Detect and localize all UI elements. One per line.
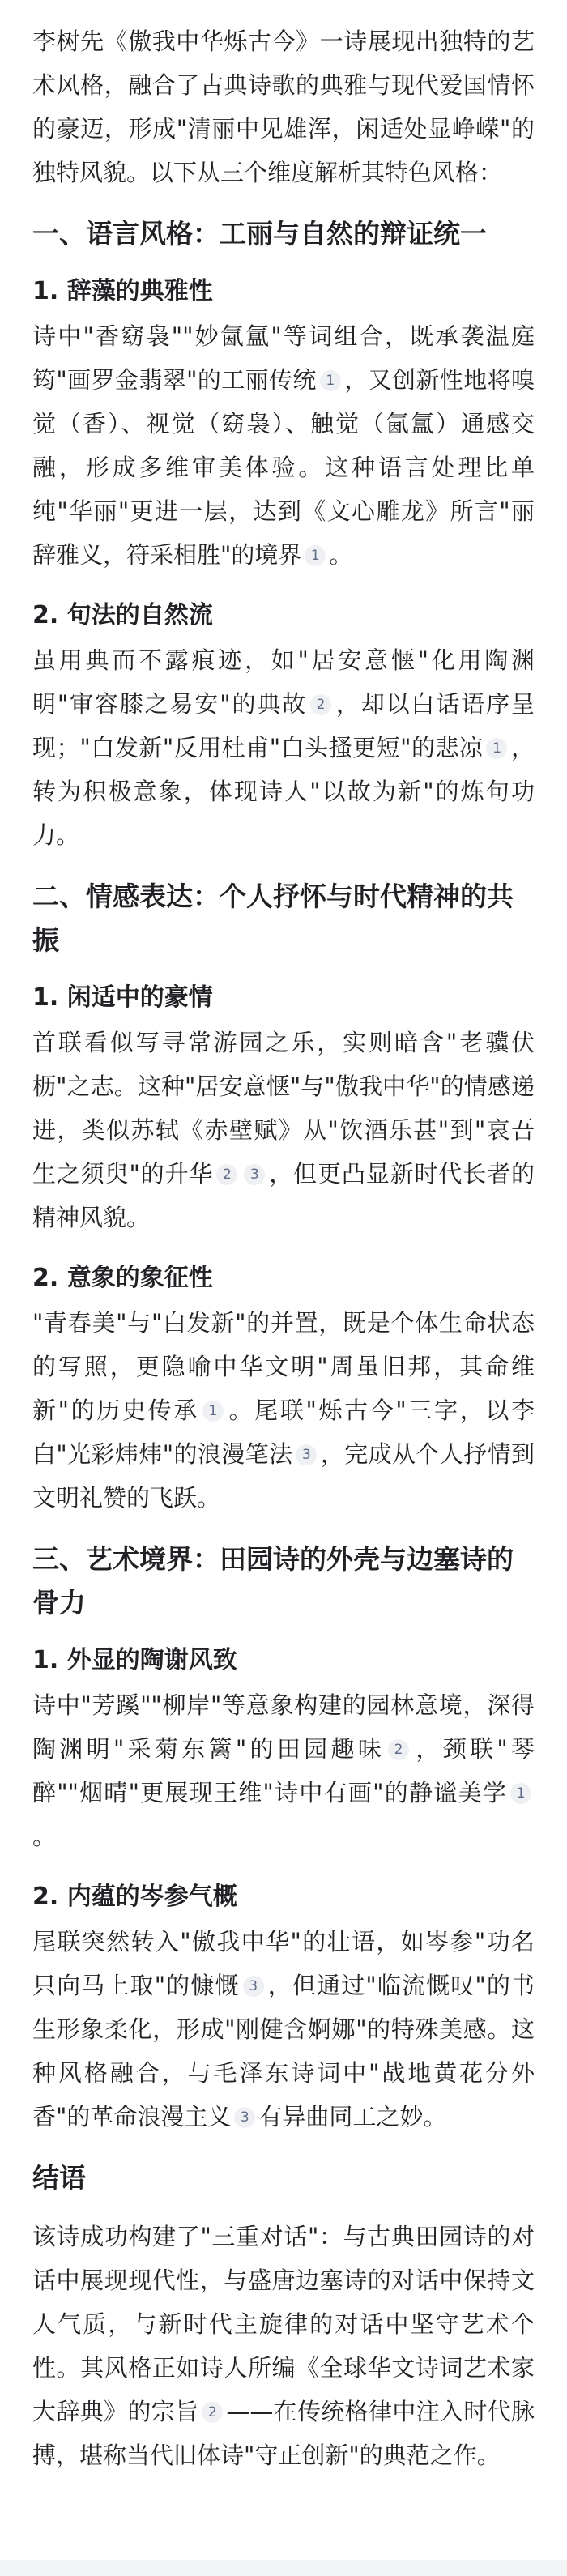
subsection-title: 1. 闲适中的豪情 xyxy=(32,983,213,1012)
citation-badge[interactable]: 2 xyxy=(216,1164,237,1185)
paragraph-text: 尾联突然转入"傲我中华"的壮语，如岑参"功名只向马上取"的慷慨 xyxy=(32,1928,535,1999)
paragraph-text: ，却以白话语序呈现；"白发新"反用杜甫"白头搔更短"的悲凉 xyxy=(32,690,535,761)
paragraph-text: 。 xyxy=(329,541,353,569)
subsection-title: 2. 意象的象征性 xyxy=(32,1264,213,1292)
paragraph-text: 虽用典而不露痕迹，如"居安意惬"化用陶渊明"审容膝之易安"的典故 xyxy=(32,646,535,718)
conclusion-section xyxy=(32,2156,535,2477)
citation-badge[interactable]: 1 xyxy=(486,738,507,759)
citation-badge[interactable]: 1 xyxy=(202,1401,224,1422)
conclusion-paragraph xyxy=(32,2215,535,2477)
subsection-paragraph xyxy=(32,1021,535,1239)
paragraph-text: 。尾联"烁古今"三字，以李白"光彩炜炜"的浪漫笔法 xyxy=(32,1397,535,1468)
section xyxy=(32,875,535,1520)
bottom-bar xyxy=(0,2560,567,2576)
paragraph-text: ，完成从个人抒情到文明礼赞的飞跃。 xyxy=(32,1440,535,1512)
citation-badge[interactable]: 3 xyxy=(234,2107,255,2128)
citation-badge[interactable]: 3 xyxy=(296,1444,317,1465)
paragraph-text: ，但通过"临流慨叹"的书生形象柔化，形成"刚健含婀娜"的特殊美感。这种风格融合，与毛泽东诗词中"战地黄花分外香"的革命浪漫主义 xyxy=(32,1972,535,2130)
paragraph-text: ，颈联"琴醉""烟晴"更展现王维"诗中有画"的静谧美学 xyxy=(32,1735,535,1806)
subsection-title: 1. 外显的陶谢风致 xyxy=(32,1646,237,1674)
subsection-paragraph xyxy=(32,314,535,577)
subsection-title: 2. 句法的自然流 xyxy=(32,601,213,629)
citation-badge[interactable]: 3 xyxy=(244,1164,265,1185)
paragraph-text: 首联看似写寻常游园之乐，实则暗含"老骥伏枥"之志。这种"居安意惬"与"傲我中华"的情感递进，类似苏轼《赤壁赋》从"饮酒乐甚"到"哀吾生之须臾"的升华 xyxy=(32,1029,535,1188)
citation-badge[interactable]: 2 xyxy=(388,1739,409,1760)
paragraph-text: ，又创新性地将嗅觉（香）、视觉（窈袅）、触觉（氤氲）通感交融，形成多维审美体验。这种语言处理比单纯"华丽"更进一层，达到《文心雕龙》所言"丽辞雅义，符采相胜"的境界 xyxy=(32,366,535,569)
section xyxy=(32,212,535,857)
section xyxy=(32,1537,535,2139)
citation-badge[interactable]: 1 xyxy=(305,545,326,566)
paragraph-text: 诗中"香窈袅""妙氤氲"等词组合，既承袭温庭筠"画罗金翡翠"的工丽传统 xyxy=(32,322,535,394)
conclusion-heading: 结语 xyxy=(32,2162,86,2194)
citation-badge[interactable]: 2 xyxy=(310,694,331,715)
paragraph-text: "青春美"与"白发新"的并置，既是个体生命状态的写照，更隐喻中华文明"周虽旧邦，其命维新"的历史传承 xyxy=(32,1309,535,1424)
citation-badge[interactable]: 1 xyxy=(510,1783,531,1804)
intro-paragraph: 李树先《傲我中华烁古今》一诗展现出独特的艺术风格，融合了古典诗歌的典雅与现代爱国情怀的豪迈，形成"清丽中见雄浑，闲适处显峥嵘"的独特风貌。以下从三个维度解析其特色风格： xyxy=(32,28,535,186)
citation-badge[interactable]: 2 xyxy=(202,2402,223,2423)
paragraph-text: 有异曲同工之妙。 xyxy=(258,2103,447,2130)
subsection-paragraph xyxy=(32,1683,535,1858)
citation-badge[interactable]: 3 xyxy=(243,1976,264,1997)
paragraph-text: 该诗成功构建了"三重对话"：与古典田园诗的对话中展现现代性，与盛唐边塞诗的对话中保持文人气质，与新时代主旋律的对话中坚守艺术个性。其风格正如诗人所编《全球华文诗词艺术家大辞典》的宗旨 xyxy=(32,2223,535,2425)
citation-badge[interactable]: 1 xyxy=(320,370,341,391)
paragraph-text: ——在传统格律中注入时代脉搏，堪称当代旧体诗"守正创新"的典范之作。 xyxy=(32,2398,535,2469)
paragraph-text: ，转为积极意象，体现诗人"以故为新"的炼句功力。 xyxy=(32,734,535,849)
subsection-title: 1. 辞藻的典雅性 xyxy=(32,277,213,305)
subsection-paragraph xyxy=(32,1920,535,2139)
subsection-paragraph xyxy=(32,1301,535,1520)
section-heading: 一、语言风格：工丽与自然的辩证统一 xyxy=(32,218,487,249)
subsection-paragraph xyxy=(32,638,535,857)
paragraph-text: 。 xyxy=(32,1823,57,1850)
section-heading: 三、艺术境界：田园诗的外壳与边塞诗的骨力 xyxy=(32,1543,514,1619)
paragraph-text: ，但更凸显新时代长者的精神风貌。 xyxy=(32,1160,535,1231)
subsection-title: 2. 内蕴的岑参气概 xyxy=(32,1883,237,1911)
paragraph-text: 诗中"芳蹊""柳岸"等意象构建的园林意境，深得陶渊明"采菊东篱"的田园趣味 xyxy=(32,1691,535,1763)
sections-container xyxy=(32,212,535,2139)
section-heading: 二、情感表达：个人抒怀与时代精神的共振 xyxy=(32,881,514,956)
